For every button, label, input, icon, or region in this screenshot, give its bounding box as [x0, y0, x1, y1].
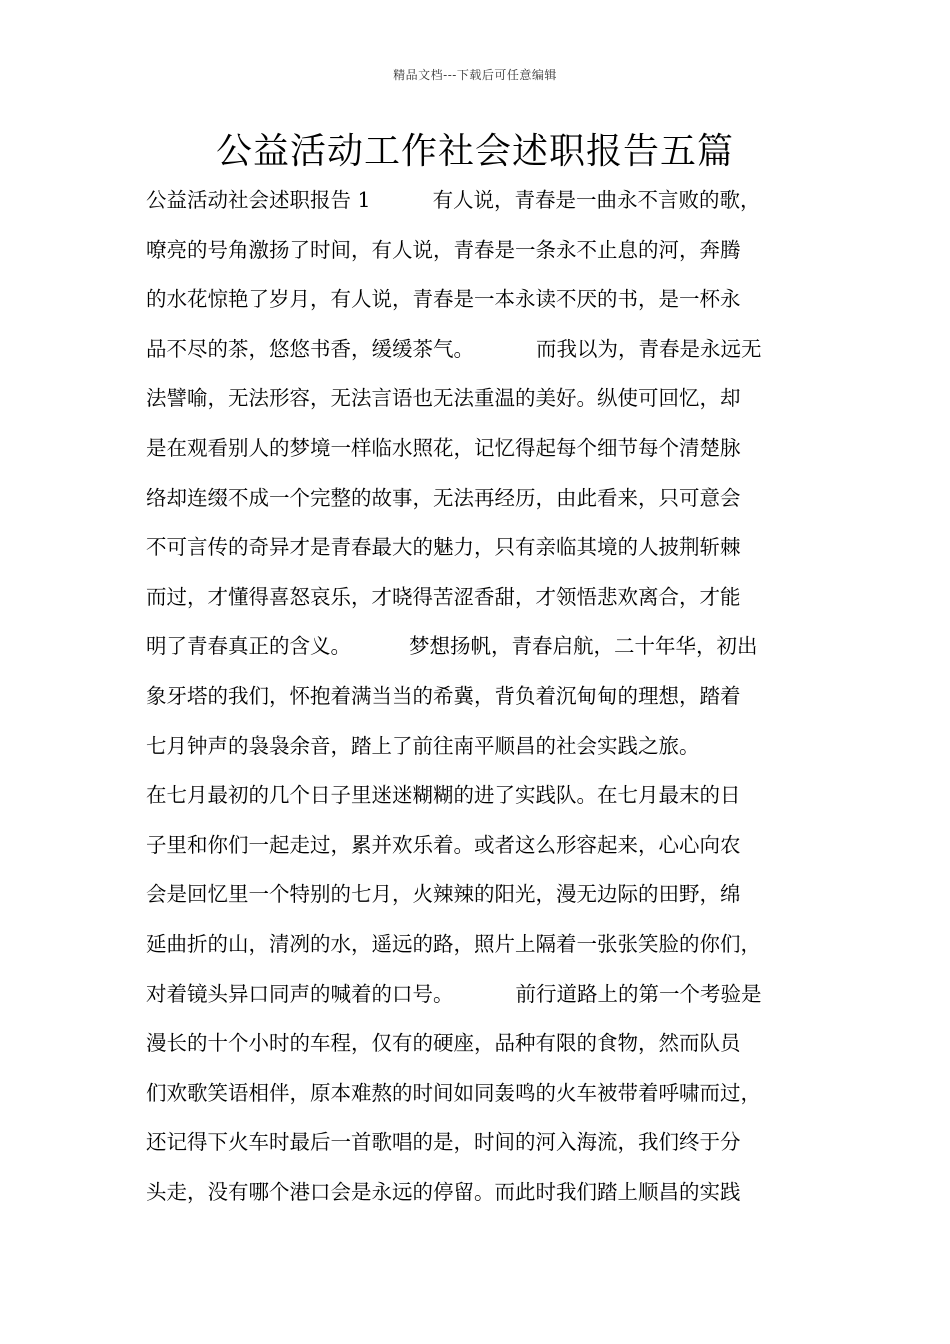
text-line: 法譬喻，无法形容，无法言语也无法重温的美好。纵使可回忆，却: [146, 386, 741, 411]
text-segment: 对着镜头异口同声的喊着的口号。: [146, 981, 454, 1006]
header-note: 精品文档---下载后可任意编辑: [393, 68, 557, 82]
text-line: 的水花惊艳了岁月，有人说，青春是一本永读不厌的书，是一杯永: [146, 287, 741, 312]
text-line: [146, 180, 826, 230]
text-line: 不可言传的奇异才是青春最大的魅力，只有亲临其境的人披荆斩棘: [146, 535, 741, 560]
text-segment: 而我以为，青春是永远无: [536, 336, 762, 361]
text-line: 在七月最初的几个日子里迷迷糊糊的进了实践队。在七月最末的日: [146, 783, 741, 808]
text-line: 象牙塔的我们，怀抱着满当当的希冀，背负着沉甸甸的理想，踏着: [146, 683, 741, 708]
text-line: 头走，没有哪个港口会是永远的停留。而此时我们踏上顺昌的实践: [146, 1179, 741, 1204]
text-segment: 公益活动社会述职报告 1: [146, 188, 371, 212]
text-line: 还记得下火车时最后一首歌唱的是，时间的河入海流，我们终于分: [146, 1130, 741, 1155]
text-segment: 前行道路上的第一个考验是: [515, 981, 762, 1006]
text-line: [146, 329, 826, 379]
text-line: 延曲折的山，清冽的水，遥远的路，照片上隔着一张张笑脸的你们，: [146, 931, 761, 956]
text-line: 络却连缀不成一个完整的故事，无法再经历，由此看来，只可意会: [146, 485, 741, 510]
text-segment: 品不尽的茶，悠悠书香，缓缓茶气。: [146, 336, 474, 361]
text-line: [146, 974, 826, 1024]
text-line: [146, 626, 826, 676]
text-line: 子里和你们一起走过，累并欢乐着。或者这么形容起来，心心向农: [146, 832, 741, 857]
text-line: 而过，才懂得喜怒哀乐，才晓得苦涩香甜，才领悟悲欢离合，才能: [146, 584, 741, 609]
body-text: [146, 180, 826, 1221]
text-line: 七月钟声的袅袅余音，踏上了前往南平顺昌的社会实践之旅。: [146, 733, 700, 758]
page-title: 公益活动工作社会述职报告五篇: [215, 131, 734, 172]
text-line: 们欢歌笑语相伴，原本难熬的时间如同轰鸣的火车被带着呼啸而过，: [146, 1080, 761, 1105]
text-line: 是在观看别人的梦境一样临水照花，记忆得起每个细节每个清楚脉: [146, 435, 741, 460]
text-segment: 梦想扬帆，青春启航，二十年华，初出: [409, 634, 758, 659]
text-line: 漫长的十个小时的车程，仅有的硬座，品种有限的食物，然而队员: [146, 1031, 741, 1056]
text-line: 会是回忆里一个特别的七月，火辣辣的阳光，漫无边际的田野，绵: [146, 882, 741, 907]
text-segment: 明了青春真正的含义。: [146, 634, 351, 659]
text-segment: 有人说，青春是一曲永不言败的歌，: [432, 188, 761, 212]
text-line: 嘹亮的号角激扬了时间，有人说，青春是一条永不止息的河，奔腾: [146, 237, 741, 262]
